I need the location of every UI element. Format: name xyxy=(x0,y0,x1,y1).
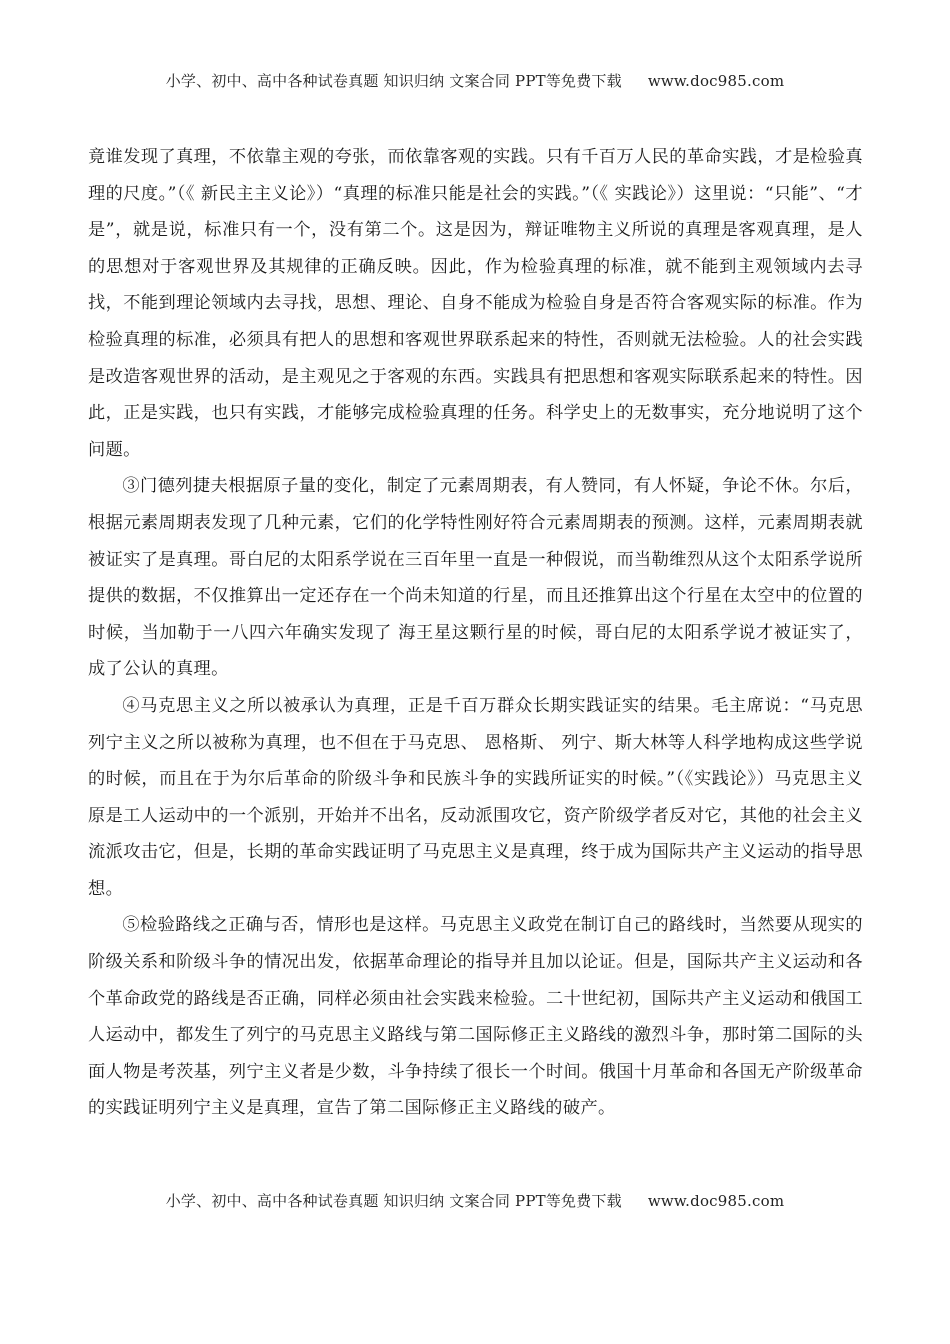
page-footer xyxy=(0,1190,950,1211)
paragraph-continuation: 竟谁发现了真理，不依靠主观的夸张，而依靠客观的实践。只有千百万人民的革命实践，才是检验真理的尺度。”（《 新民主主义论》）“真理的标准只能是社会的实践。”（《 实践论》）这里说：“只能”、“才是”，就是说，标准只有一个，没有第二个。这是因为，辩证唯物主义所说的真理是客观真理，是人的思想对于客观世界及其规律的正确反映。因此，作为检验真理的标准，就不能到主观领域内去寻找，不能到理论领域内去寻找，思想、理论、自身不能成为检验自身是否符合客观实际的标准。作为检验真理的标准，必须具有把人的思想和客观世界联系起来的特性，否则就无法检验。人的社会实践是改造客观世界的活动，是主观见之于客观的东西。实践具有把思想和客观实际联系起来的特性。因此，正是实践，也只有实践，才能够完成检验真理的任务。科学史上的无数事实，充分地说明了这个问题。 xyxy=(88,147,863,460)
footer-text: 小学、初中、高中各种试卷真题 知识归纳 文案合同 PPT等免费下载 xyxy=(165,1192,622,1210)
document-body xyxy=(88,139,863,1127)
paragraph-5: ⑤检验路线之正确与否，情形也是这样。马克思主义政党在制订自己的路线时，当然要从现实的阶级关系和阶级斗争的情况出发，依据革命理论的指导并且加以论证。但是，国际共产主义运动和各个革命政党的路线是否正确，同样必须由社会实践来检验。二十世纪初，国际共产主义运动和俄国工人运动中，都发生了列宁的马克思主义路线与第二国际修正主义路线的激烈斗争，那时第二国际的头面人物是考茨基，列宁主义者是少数，斗争持续了很长一个时间。俄国十月革命和各国无产阶级革命的实践证明列宁主义是真理，宣告了第二国际修正主义路线的破产。 xyxy=(88,915,863,1119)
header-url-link[interactable]: www.doc985.com xyxy=(647,72,785,90)
page-header xyxy=(0,70,950,91)
paragraph-4: ④马克思主义之所以被承认为真理，正是千百万群众长期实践证实的结果。毛主席说：“马克思列宁主义之所以被称为真理，也不但在于马克思、 恩格斯、 列宁、斯大林等人科学地构成这些学说的时候，而且在于为尔后革命的阶级斗争和民族斗争的实践所证实的时候。”（《实践论》）马克思主义原是工人运动中的一个派别，开始并不出名，反动派围攻它，资产阶级学者反对它，其他的社会主义流派攻击它，但是，长期的革命实践证明了马克思主义是真理，终于成为国际共产主义运动的指导思想。 xyxy=(88,695,863,899)
footer-url-link[interactable]: www.doc985.com xyxy=(647,1192,785,1210)
header-text: 小学、初中、高中各种试卷真题 知识归纳 文案合同 PPT等免费下载 xyxy=(165,72,622,90)
paragraph-3: ③门德列捷夫根据原子量的变化，制定了元素周期表，有人赞同，有人怀疑，争论不休。尔后，根据元素周期表发现了几种元素，它们的化学特性刚好符合元素周期表的预测。这样，元素周期表就被证实了是真理。哥白尼的太阳系学说在三百年里一直是一种假说，而当勒维烈从这个太阳系学说所提供的数据，不仅推算出一定还存在一个尚未知道的行星，而且还推算出这个行星在太空中的位置的时候，当加勒于一八四六年确实发现了 海王星这颗行星的时候，哥白尼的太阳系学说才被证实了，成了公认的真理。 xyxy=(88,476,863,680)
